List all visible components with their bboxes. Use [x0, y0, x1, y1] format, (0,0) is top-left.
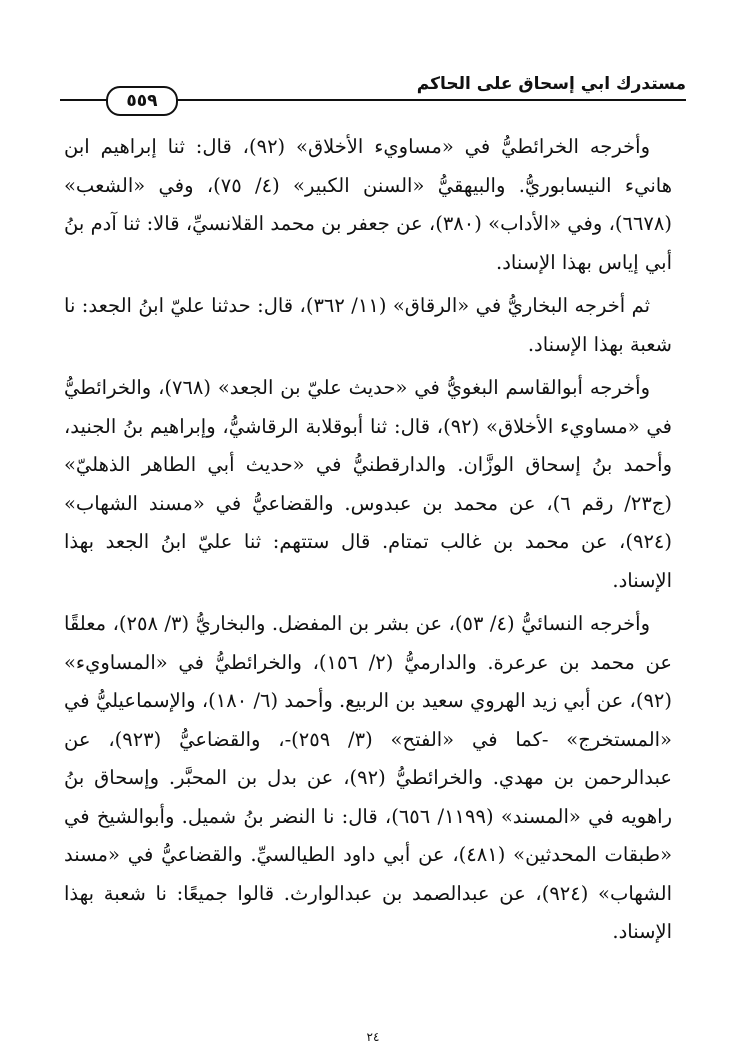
main-text: [64, 128, 672, 957]
paragraph-4: وأخرجه النسائيُّ (٤/ ٥٣)، عن بشر بن المفضل. والبخاريُّ (٣/ ٢٥٨)، معلقًا عن محمد بن عرعرة. والدارميُّ (٢/ ١٥٦)، والخرائطيُّ في «المساويء» (٩٢)، عن أبي زيد الهروي سعيد بن الربيع. وأحمد (٦/ ١٨٠)، والإسماعيليُّ في «المستخرج» -كما في «الفتح» (٣/ ٢٥٩)-، والقضاعيُّ (٩٢٣)، عن عبدالرحمن بن مهدي. والخرائطيُّ (٩٢)، عن بدل بن المحبَّر. وإسحاق بنُ راهويه في «المسند» (١١٩٩/ ٦٥٦)، قال: نا النضر بنُ شميل. وأبوالشيخ في «طبقات المحدثين» (٤٨١)، عن أبي داود الطيالسيِّ. والقضاعيُّ في «مسند الشهاب» (٩٢٤)، عن عبدالصمد بن عبدالوارث. قالوا جميعًا: نا شعبة بهذا الإسناد.: [64, 612, 673, 943]
paragraph-3: وأخرجه أبوالقاسم البغويُّ في «حديث عليّ بن الجعد» (٧٦٨)، والخرائطيُّ في «مساويء الأخلاق» (٩٢)، قال: ثنا أبوقلابة الرقاشيُّ، وإبراهيم بنُ الجنيد، وأحمد بنُ إسحاق الوزَّان. والدارقطنيُّ في «حديث أبي الطاهر الذهليّ» (ج٢٣/ رقم ٦)، عن محمد بن عبدوس. والقضاعيُّ في «مسند الشهاب» (٩٢٤)، عن محمد بن غالب تمتام. قال ستتهم: ثنا عليّ ابنُ الجعد بهذا الإسناد.: [64, 376, 672, 592]
running-title: مستدرك ابي إسحاق على الحاكم: [411, 72, 686, 96]
signature-mark: ٢٤: [366, 1030, 380, 1044]
page-header: [60, 72, 686, 112]
page-number-badge: ٥٥٩: [106, 86, 178, 116]
paragraph-1: وأخرجه الخرائطيُّ في «مساويء الأخلاق» (٩٢)، قال: ثنا إبراهيم ابن هانيء النيسابوريُّ. والبيهقيُّ «السنن الكبير» (٤/ ٧٥)، وفي «الشعب» (٦٦٧٨)، وفي «الأداب» (٣٨٠)، عن جعفر بن محمد القلانسيِّ، قالا: ثنا آدم بنُ أبي إياس بهذا الإسناد.: [64, 135, 672, 274]
paragraph-2: ثم أخرجه البخاريُّ في «الرقاق» (١١/ ٣٦٢)، قال: حدثنا عليّ ابنُ الجعد: نا شعبة بهذا الإسناد.: [64, 294, 672, 356]
